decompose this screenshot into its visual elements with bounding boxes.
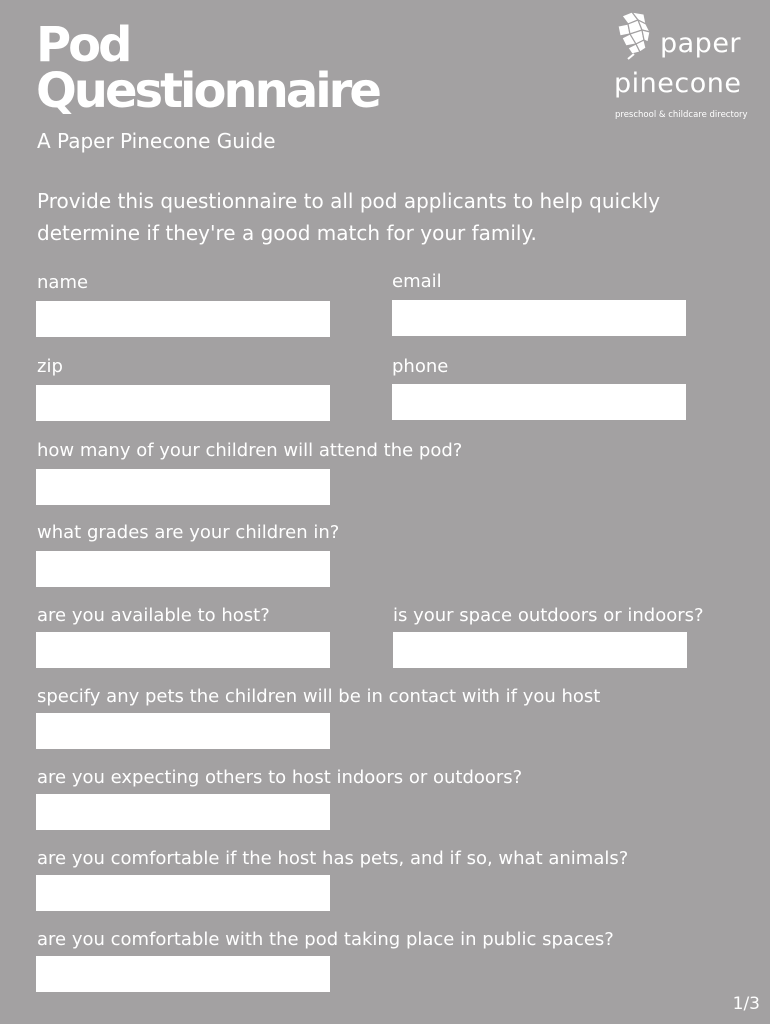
grades-label: what grades are your children in?	[37, 522, 340, 543]
page-number: 1/3	[732, 994, 760, 1014]
host-pets-label: are you comfortable if the host has pets, and if so, what animals?	[37, 848, 629, 869]
children-count-label: how many of your children will attend the pod?	[37, 440, 463, 461]
name-field[interactable]	[36, 301, 330, 337]
page-title	[36, 17, 379, 119]
title-line-2: Questionnaire	[36, 63, 379, 119]
zip-label: zip	[37, 356, 63, 377]
public-spaces-label: are you comfortable with the pod taking place in public spaces?	[37, 929, 614, 950]
host-pets-field[interactable]	[36, 875, 330, 911]
children-count-field[interactable]	[36, 469, 330, 505]
logo-tagline: preschool & childcare directory	[615, 110, 748, 120]
pets-contact-field[interactable]	[36, 713, 330, 749]
others-host-label: are you expecting others to host indoors or outdoors?	[37, 767, 523, 788]
grades-field[interactable]	[36, 551, 330, 587]
host-available-field[interactable]	[36, 632, 330, 668]
others-host-field[interactable]	[36, 794, 330, 830]
intro-text: Provide this questionnaire to all pod applicants to help quickly determine if they're a good match for your family.	[37, 189, 661, 245]
space-type-label: is your space outdoors or indoors?	[393, 605, 704, 626]
email-label: email	[392, 271, 442, 292]
phone-field[interactable]	[392, 384, 686, 420]
subtitle: A Paper Pinecone Guide	[37, 129, 276, 153]
name-label: name	[37, 272, 89, 293]
phone-label: phone	[392, 356, 449, 377]
pinecone-icon	[614, 10, 658, 60]
space-type-field[interactable]	[393, 632, 687, 668]
paper-pinecone-logo	[612, 8, 762, 123]
logo-word-pinecone: pinecone	[614, 68, 742, 99]
public-spaces-field[interactable]	[36, 956, 330, 992]
email-field[interactable]	[392, 300, 686, 336]
host-available-label: are you available to host?	[37, 605, 270, 626]
title-line-1: Pod	[36, 17, 130, 73]
pets-contact-label: specify any pets the children will be in contact with if you host	[37, 686, 601, 707]
logo-word-paper: paper	[660, 28, 742, 59]
zip-field[interactable]	[36, 385, 330, 421]
